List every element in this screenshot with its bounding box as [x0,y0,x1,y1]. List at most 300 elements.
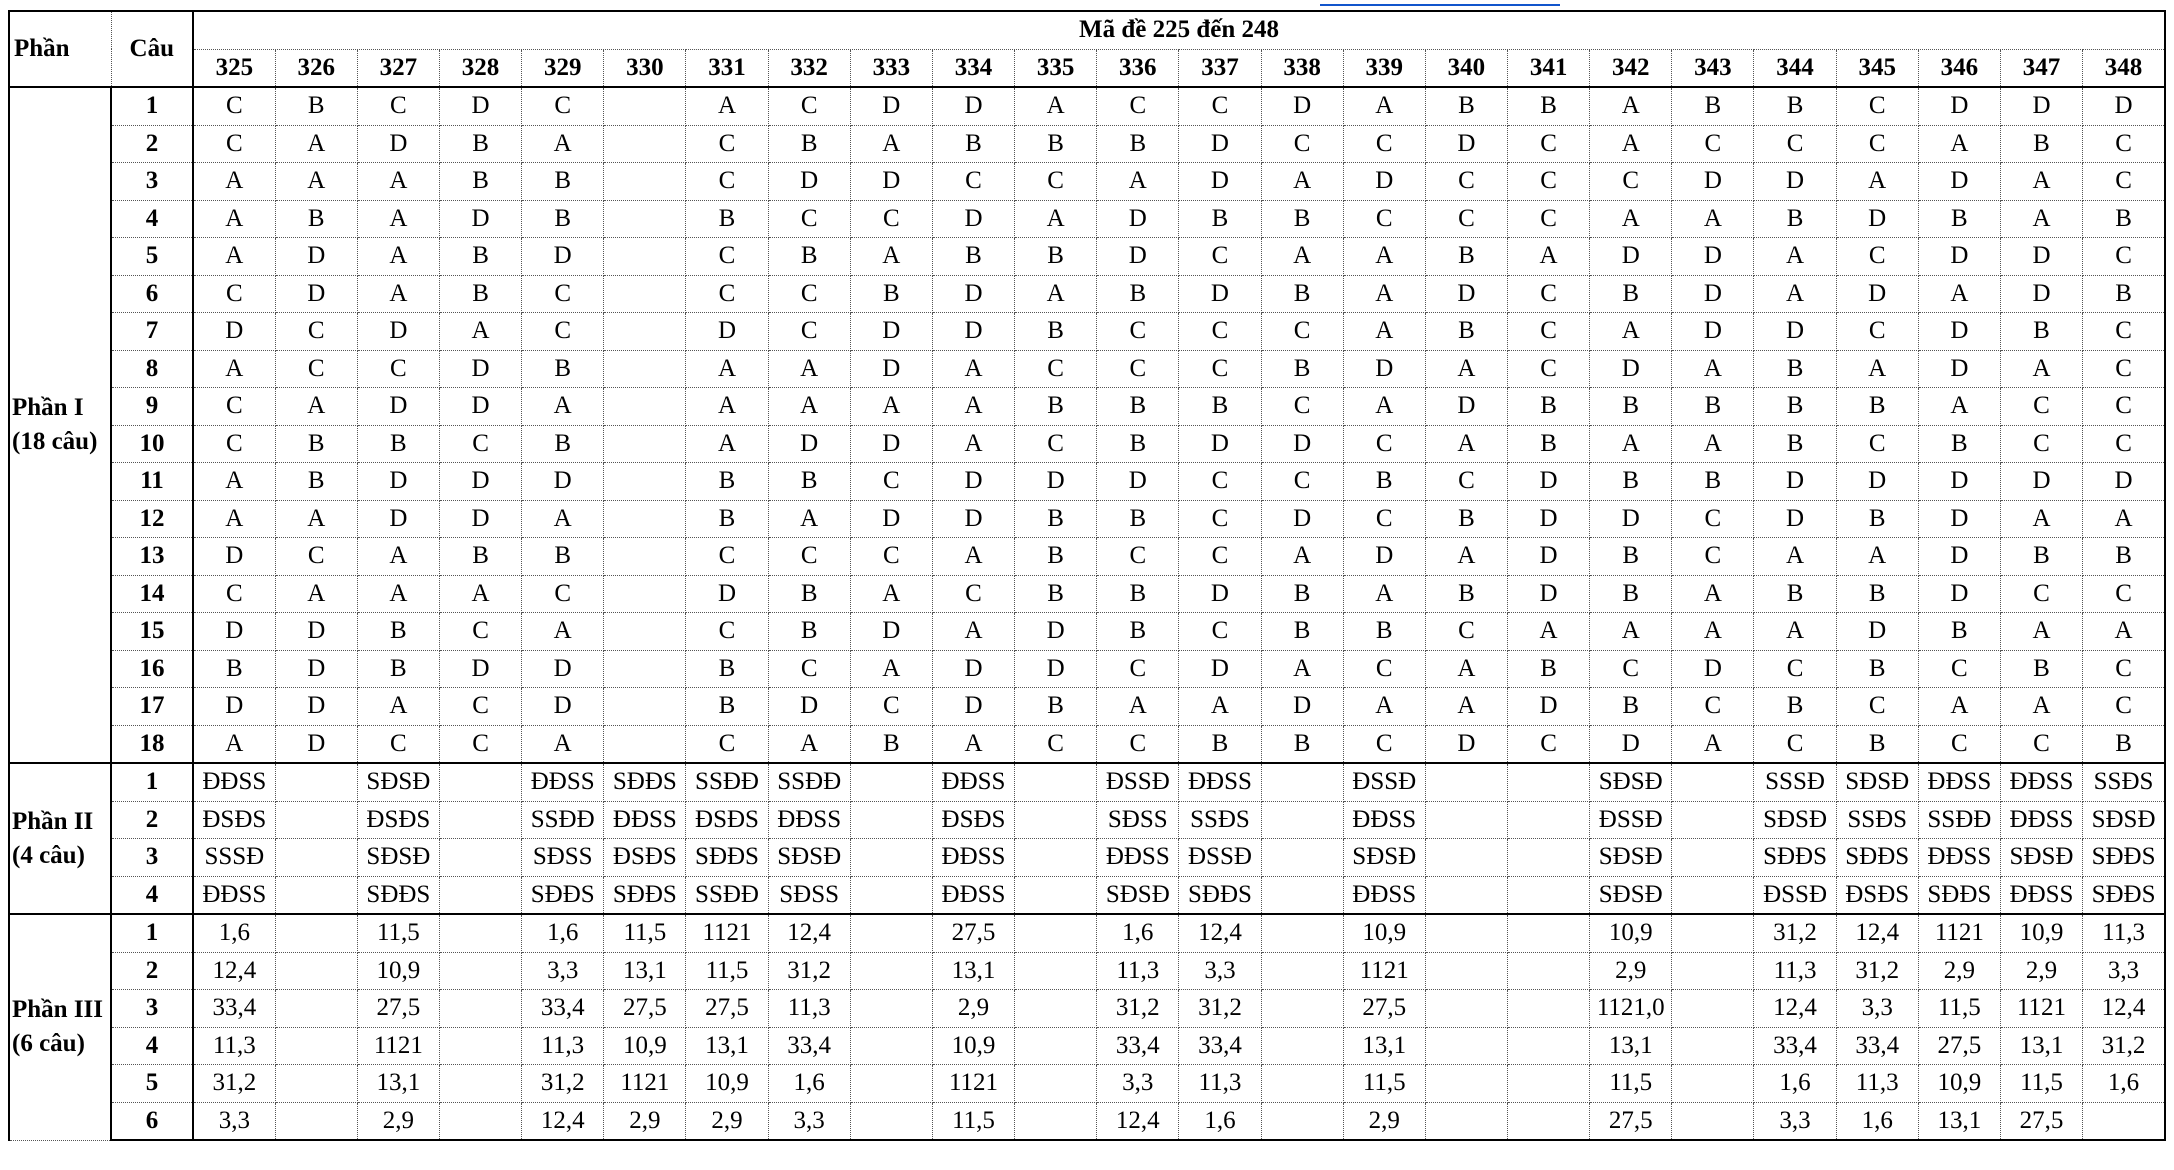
answer-cell: D [1097,200,1179,238]
answer-cell: A [1343,388,1425,426]
answer-cell: A [1918,125,2000,163]
answer-cell: D [275,725,357,763]
table-row [9,87,2165,125]
answer-cell [1425,990,1507,1028]
answer-cell: D [1015,650,1097,688]
answer-cell: SSĐS [1179,801,1261,839]
table-row [9,801,2165,839]
answer-cell: 12,4 [1097,1102,1179,1140]
answer-cell: A [1754,538,1836,576]
answer-cell: ĐĐSS [1918,763,2000,801]
answer-cell: D [850,500,932,538]
answer-cell: C [932,163,1014,201]
section-label [9,914,111,1140]
question-number: 2 [111,801,193,839]
answer-cell: A [522,388,604,426]
answer-cell: 33,4 [1097,1027,1179,1065]
answer-cell: A [768,725,850,763]
exam-code-header: 332 [768,49,850,87]
answer-cell: B [686,200,768,238]
answer-cell: A [193,200,275,238]
answer-cell: D [1343,350,1425,388]
answer-cell: B [1672,463,1754,501]
table-row [9,613,2165,651]
answer-cell: C [1672,688,1754,726]
answer-cell: D [1918,87,2000,125]
section-label-title: Phần III [12,996,104,1024]
answer-cell [1508,990,1590,1028]
answer-cell: ĐĐSS [193,876,275,914]
answer-cell: C [1179,500,1261,538]
answer-cell [604,313,686,351]
answer-cell [604,87,686,125]
answer-cell: 13,1 [357,1065,439,1103]
answer-cell: B [439,275,521,313]
answer-cell: B [932,238,1014,276]
answer-cell: C [275,313,357,351]
answer-cell: C [1097,350,1179,388]
answer-cell: A [193,725,275,763]
answer-cell: C [2083,425,2165,463]
answer-cell: C [193,388,275,426]
answer-cell: C [1097,313,1179,351]
answer-cell: SĐSĐ [1590,839,1672,877]
answer-cell [604,425,686,463]
answer-cell: B [1590,463,1672,501]
answer-cell: SĐSĐ [1590,763,1672,801]
answer-cell: D [357,313,439,351]
answer-cell: D [2000,275,2082,313]
answer-cell: A [1918,275,2000,313]
answer-cell: B [1754,575,1836,613]
answer-cell: D [686,313,768,351]
answer-cell: A [1261,163,1343,201]
answer-cell: A [932,425,1014,463]
answer-cell: SĐĐS [604,763,686,801]
answer-cell: A [2000,688,2082,726]
answer-cell: B [1754,688,1836,726]
answer-cell [850,1027,932,1065]
table-row [9,313,2165,351]
answer-cell: ĐĐSS [932,763,1014,801]
answer-cell: 11,5 [932,1102,1014,1140]
answer-cell: 2,9 [932,990,1014,1028]
answer-cell: 10,9 [357,952,439,990]
answer-cell: C [1261,388,1343,426]
answer-cell: A [1590,313,1672,351]
answer-cell: C [1179,350,1261,388]
answer-cell: B [2083,725,2165,763]
answer-cell: 3,3 [193,1102,275,1140]
answer-cell: C [357,725,439,763]
question-number: 2 [111,125,193,163]
answer-cell: 3,3 [1836,990,1918,1028]
question-number: 4 [111,200,193,238]
question-number: 6 [111,1102,193,1140]
answer-cell: 2,9 [1918,952,2000,990]
answer-cell: B [1590,688,1672,726]
answer-cell: D [275,275,357,313]
answer-cell: A [1754,275,1836,313]
answer-cell: B [439,238,521,276]
answer-cell: ĐĐSS [604,801,686,839]
answer-cell: D [439,650,521,688]
column-header-cau: Câu [111,11,193,87]
table-row [9,914,2165,952]
answer-cell: B [2083,538,2165,576]
answer-cell: ĐĐSS [768,801,850,839]
answer-cell: B [2000,125,2082,163]
answer-cell: D [1508,538,1590,576]
answer-cell: D [193,313,275,351]
answer-cell [275,914,357,952]
answer-cell [1261,1102,1343,1140]
answer-cell: C [2083,650,2165,688]
answer-cell: A [1097,163,1179,201]
answer-cell: D [768,688,850,726]
answer-cell: A [357,200,439,238]
answer-cell: D [850,425,932,463]
answer-cell: 12,4 [2083,990,2165,1028]
answer-cell: B [1836,500,1918,538]
answer-cell: A [850,650,932,688]
answer-cell: SĐSS [1097,801,1179,839]
answer-cell: B [1918,200,2000,238]
exam-code-header: 348 [2083,49,2165,87]
answer-cell: C [1425,613,1507,651]
answer-cell: C [2083,238,2165,276]
answer-cell [275,839,357,877]
answer-cell: B [439,163,521,201]
answer-cell: B [1672,388,1754,426]
answer-cell: ĐSĐS [1836,876,1918,914]
exam-code-header: 335 [1015,49,1097,87]
answer-cell [275,1027,357,1065]
answer-cell: 10,9 [932,1027,1014,1065]
answer-cell: C [768,313,850,351]
table-row [9,538,2165,576]
exam-code-header: 339 [1343,49,1425,87]
answer-cell: B [193,650,275,688]
answer-cell: 10,9 [2000,914,2082,952]
section-label-title: Phần II [12,807,94,835]
answer-cell: C [2083,313,2165,351]
answer-cell: C [686,725,768,763]
answer-cell: SĐSĐ [2083,801,2165,839]
answer-cell: C [1261,313,1343,351]
answer-cell [275,952,357,990]
table-row [9,725,2165,763]
answer-cell: B [1261,613,1343,651]
answer-cell: 2,9 [686,1102,768,1140]
answer-cell: SSĐĐ [686,876,768,914]
table-row [9,350,2165,388]
answer-cell: B [768,575,850,613]
question-number: 4 [111,1027,193,1065]
table-row [9,952,2165,990]
answer-cell [1508,1065,1590,1103]
answer-cell: 2,9 [604,1102,686,1140]
top-cropped-heading [0,0,2174,6]
answer-cell: D [768,425,850,463]
answer-cell [1425,914,1507,952]
answer-cell: B [1425,238,1507,276]
answer-cell: 12,4 [1179,914,1261,952]
question-number: 14 [111,575,193,613]
answer-cell: 1,6 [1179,1102,1261,1140]
answer-cell: B [1508,87,1590,125]
exam-code-header: 336 [1097,49,1179,87]
answer-cell: A [1343,275,1425,313]
answer-cell: B [1015,500,1097,538]
answer-cell: B [1097,575,1179,613]
answer-cell: A [193,500,275,538]
answer-cell: D [850,87,932,125]
answer-cell: D [193,688,275,726]
question-number: 5 [111,1065,193,1103]
answer-cell [1015,990,1097,1028]
answer-cell: C [686,163,768,201]
answer-cell: B [1425,87,1507,125]
answer-cell: D [1590,725,1672,763]
answer-cell: B [522,200,604,238]
answer-cell: C [2083,575,2165,613]
answer-cell: 27,5 [357,990,439,1028]
answer-cell: ĐĐSS [193,763,275,801]
answer-cell: ĐĐSS [1343,801,1425,839]
answer-cell: A [275,163,357,201]
answer-cell [1672,839,1754,877]
answer-cell: B [1590,275,1672,313]
answer-cell [1261,1065,1343,1103]
answer-cell: 13,1 [1590,1027,1672,1065]
answer-cell: C [1425,200,1507,238]
answer-cell: C [1836,688,1918,726]
answer-cell: D [1918,463,2000,501]
answer-cell: B [932,125,1014,163]
table-row [9,425,2165,463]
answer-cell: A [1343,87,1425,125]
answer-cell: ĐSSĐ [1754,876,1836,914]
answer-cell: ĐSĐS [193,801,275,839]
answer-cell [1261,801,1343,839]
answer-cell: SSSĐ [193,839,275,877]
answer-cell [1425,876,1507,914]
answer-cell: A [2000,200,2082,238]
answer-cell: D [193,613,275,651]
answer-cell [1015,1065,1097,1103]
answer-cell: A [1425,650,1507,688]
answer-cell: B [1508,388,1590,426]
answer-cell: D [1918,500,2000,538]
answer-cell: A [1508,613,1590,651]
answer-cell: 12,4 [193,952,275,990]
answer-cell: C [193,575,275,613]
answer-cell: C [1508,350,1590,388]
answer-cell: A [522,613,604,651]
header-row-codes [9,49,2165,87]
answer-cell [1508,839,1590,877]
answer-cell: D [1918,538,2000,576]
answer-cell: C [522,275,604,313]
answer-cell: A [1261,650,1343,688]
answer-cell: C [193,87,275,125]
answer-cell: B [1590,388,1672,426]
section-label-count: (18 câu) [12,428,98,455]
answer-cell [1015,952,1097,990]
answer-cell: A [850,238,932,276]
answer-cell: 10,9 [1590,914,1672,952]
answer-cell: B [357,650,439,688]
answer-cell [439,801,521,839]
answer-cell [1015,1027,1097,1065]
answer-cell [275,990,357,1028]
question-number: 10 [111,425,193,463]
answer-cell: ĐĐSS [2000,763,2082,801]
table-row [9,125,2165,163]
exam-code-header: 329 [522,49,604,87]
answer-cell: A [686,388,768,426]
answer-cell: C [768,200,850,238]
answer-cell: 1,6 [2083,1065,2165,1103]
answer-cell: D [522,688,604,726]
answer-cell [604,463,686,501]
question-number: 1 [111,87,193,125]
answer-cell: 2,9 [1343,1102,1425,1140]
answer-cell: 31,2 [1754,914,1836,952]
answer-cell: 3,3 [1097,1065,1179,1103]
answer-cell: D [439,388,521,426]
answer-cell: B [1015,688,1097,726]
answer-cell [1672,952,1754,990]
answer-cell [1261,1027,1343,1065]
answer-cell: A [932,350,1014,388]
answer-cell: ĐĐSS [522,763,604,801]
answer-cell: A [686,350,768,388]
answer-cell [1672,763,1754,801]
answer-cell: ĐSĐS [932,801,1014,839]
answer-cell: ĐSSĐ [1590,801,1672,839]
answer-cell: SĐSĐ [1836,763,1918,801]
question-number: 7 [111,313,193,351]
answer-cell: 3,3 [2083,952,2165,990]
answer-cell: C [2000,575,2082,613]
answer-cell [1425,952,1507,990]
answer-cell: A [439,313,521,351]
answer-cell [439,914,521,952]
answer-cell [1508,801,1590,839]
answer-cell [1508,876,1590,914]
answer-cell: 31,2 [2083,1027,2165,1065]
answer-cell: 11,5 [357,914,439,952]
answer-cell: D [1508,500,1590,538]
answer-cell: ĐSĐS [357,801,439,839]
answer-cell: SĐSĐ [2000,839,2082,877]
answer-cell: SĐĐS [2083,876,2165,914]
answer-cell: 31,2 [1097,990,1179,1028]
table-row [9,163,2165,201]
answer-cell: 11,5 [604,914,686,952]
answer-cell: D [1425,125,1507,163]
answer-cell [1425,763,1507,801]
answer-cell: A [850,388,932,426]
answer-cell: D [357,125,439,163]
answer-cell: A [1672,575,1754,613]
answer-cell: 12,4 [1754,990,1836,1028]
exam-code-range-title: Mã đề 225 đến 248 [193,11,2165,49]
answer-cell: A [522,725,604,763]
answer-cell: 31,2 [1179,990,1261,1028]
table-row [9,688,2165,726]
answer-cell: ĐĐSS [932,839,1014,877]
answer-cell: B [1097,388,1179,426]
answer-cell: A [1590,125,1672,163]
answer-cell: A [2000,613,2082,651]
answer-cell: B [1918,613,2000,651]
answer-cell: B [1836,575,1918,613]
answer-cell: SSĐĐ [522,801,604,839]
answer-cell: B [1261,575,1343,613]
answer-cell: C [2083,688,2165,726]
answer-cell: A [1425,350,1507,388]
answer-cell: 1121 [932,1065,1014,1103]
answer-cell: C [1015,163,1097,201]
answer-cell: 27,5 [604,990,686,1028]
answer-cell: A [1754,238,1836,276]
answer-cell: A [1508,238,1590,276]
answer-cell: 11,5 [1918,990,2000,1028]
answer-cell: D [439,350,521,388]
answer-cell [275,1065,357,1103]
answer-cell: D [439,463,521,501]
answer-cell: B [1754,350,1836,388]
answer-cell: A [357,688,439,726]
answer-cell: B [522,425,604,463]
answer-cell: C [1179,463,1261,501]
answer-cell: B [1590,538,1672,576]
answer-cell: A [522,500,604,538]
answer-cell: C [2083,163,2165,201]
answer-cell: B [1097,425,1179,463]
exam-code-header: 334 [932,49,1014,87]
answer-cell: A [1836,350,1918,388]
answer-cell [850,1102,932,1140]
answer-cell: B [850,275,932,313]
answer-cell [604,613,686,651]
answer-cell: D [686,575,768,613]
answer-cell: D [1015,613,1097,651]
answer-cell: 11,5 [2000,1065,2082,1103]
answer-cell: D [522,238,604,276]
answer-cell: C [2083,350,2165,388]
answer-cell: A [932,538,1014,576]
answer-cell: B [1015,575,1097,613]
answer-cell [1015,801,1097,839]
answer-cell: D [275,613,357,651]
answer-cell: A [275,125,357,163]
answer-cell: D [932,313,1014,351]
answer-cell: C [1672,500,1754,538]
answer-cell: SĐSĐ [1097,876,1179,914]
answer-cell: 11,3 [1836,1065,1918,1103]
answer-cell: C [439,725,521,763]
exam-code-header: 330 [604,49,686,87]
answer-cell: 13,1 [2000,1027,2082,1065]
table-body [9,87,2165,1140]
answer-cell [439,839,521,877]
answer-cell: SĐĐS [2083,839,2165,877]
answer-cell: B [2083,200,2165,238]
